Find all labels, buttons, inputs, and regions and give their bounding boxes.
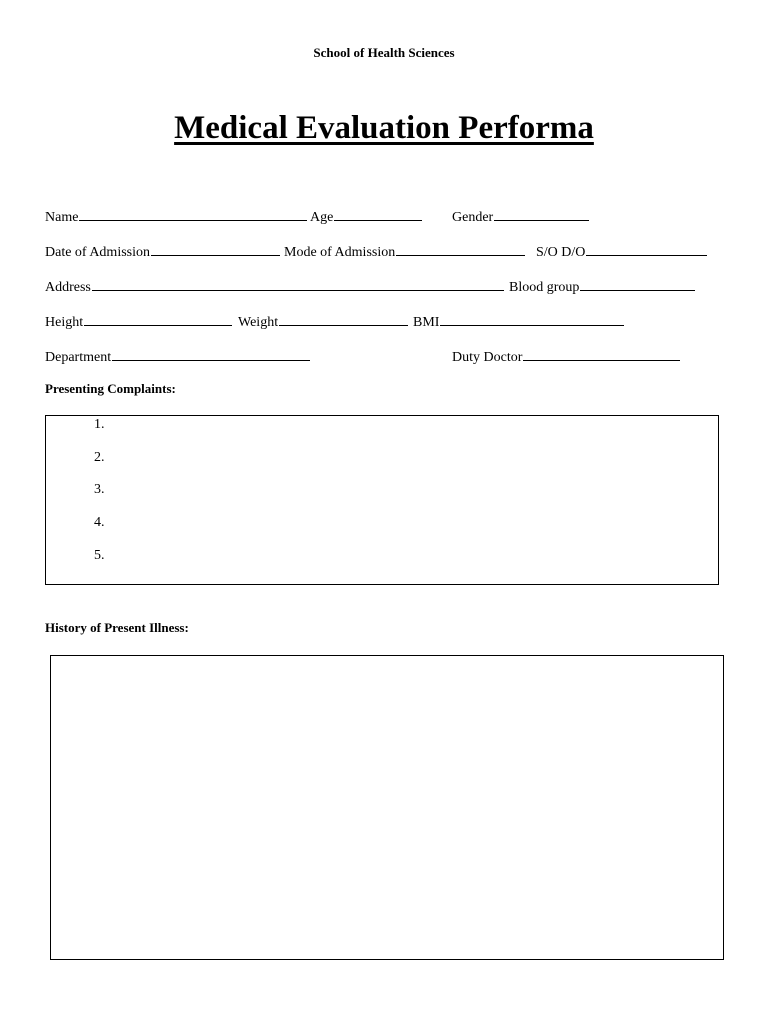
duty-doctor-field[interactable] [452, 346, 680, 366]
duty-doctor-label: Duty Doctor [452, 350, 523, 365]
complaint-number: 3. [94, 482, 105, 497]
height-line[interactable] [84, 311, 232, 326]
so-do-label: S/O D/O [536, 245, 586, 260]
blood-group-line[interactable] [580, 276, 695, 291]
complaint-number: 5. [94, 548, 105, 563]
bmi-label: BMI [413, 315, 440, 330]
page-title-text: Medical Evaluation Performa [174, 110, 594, 146]
bmi-field[interactable] [413, 311, 624, 331]
date-of-admission-field[interactable] [45, 241, 280, 261]
age-line[interactable] [334, 206, 422, 221]
bmi-line[interactable] [440, 311, 624, 326]
address-label: Address [45, 280, 91, 295]
height-field[interactable] [45, 311, 232, 331]
date-of-admission-line[interactable] [151, 241, 280, 256]
gender-label: Gender [452, 210, 494, 225]
age-label: Age [310, 210, 334, 225]
date-of-admission-label: Date of Admission [45, 245, 150, 260]
department-field[interactable] [45, 346, 310, 366]
duty-doctor-line[interactable] [523, 346, 680, 361]
mode-of-admission-field[interactable] [284, 241, 525, 261]
complaint-number: 4. [94, 515, 105, 530]
gender-line[interactable] [494, 206, 589, 221]
mode-of-admission-line[interactable] [396, 241, 525, 256]
height-label: Height [45, 315, 84, 330]
history-label: History of Present Illness: [45, 620, 189, 635]
department-label: Department [45, 350, 112, 365]
history-box[interactable] [50, 655, 724, 960]
department-line[interactable] [112, 346, 310, 361]
gender-field[interactable] [452, 206, 589, 226]
so-do-field[interactable] [536, 241, 707, 261]
age-field[interactable] [310, 206, 422, 226]
school-name: School of Health Sciences [313, 45, 455, 60]
page-title [0, 110, 768, 147]
name-field[interactable] [45, 206, 307, 226]
presenting-complaints-box[interactable] [45, 415, 719, 585]
blood-group-field[interactable] [509, 276, 695, 296]
so-do-line[interactable] [586, 241, 707, 256]
complaint-number: 1. [94, 417, 105, 432]
weight-line[interactable] [279, 311, 408, 326]
address-field[interactable] [45, 276, 504, 296]
weight-field[interactable] [238, 311, 408, 331]
name-label: Name [45, 210, 79, 225]
complaint-number: 2. [94, 450, 105, 465]
name-line[interactable] [79, 206, 307, 221]
presenting-complaints-label: Presenting Complaints: [45, 381, 176, 396]
blood-group-label: Blood group [509, 280, 580, 295]
weight-label: Weight [238, 315, 279, 330]
address-line[interactable] [92, 276, 504, 291]
mode-of-admission-label: Mode of Admission [284, 245, 396, 260]
